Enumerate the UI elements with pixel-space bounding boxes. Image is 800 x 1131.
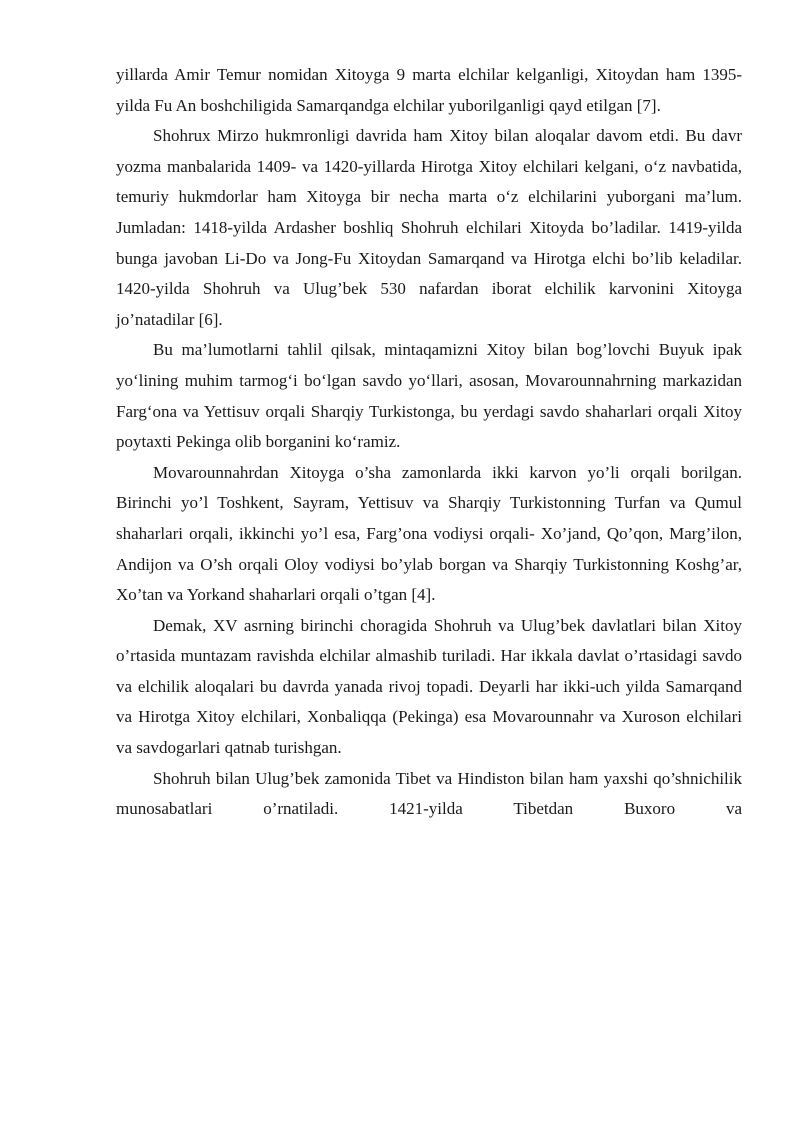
paragraph-shohrux-relations: Shohrux Mirzo hukmronligi davrida ham Xitoy bilan aloqalar davom etdi. Bu davr yozma manbalarida 1409- va 1420-yillarda Hirotga Xitoy elchilari kelgani, oʻz navbatida, temuriy hukmdorlar ham Xitoyga bir necha marta oʻz elchilarini yuborgani ma’lum. Jumladan: 1418-yilda Ardasher boshliq Shohruh elchilari Xitoyda bo’ladilar. 1419-yilda bunga javoban Li-Do va Jong-Fu Xitoydan Samarqand va Hirotga elchi bo’lib keladilar. 1420-yilda Shohruh va Ulug’bek 530 nafardan iborat elchilik karvonini Xitoyga jo’natadilar [6]. [116,126,742,329]
paragraph-tibet-india-relations: Shohruh bilan Ulug’bek zamonida Tibet va Hindiston bilan ham yaxshi qo’shnichilik munosabatlari o’rnatiladi. 1421-yilda Tibetdan Buxoro va [116,768,742,819]
paragraph-silk-road-routes: Bu ma’lumotlarni tahlil qilsak, mintaqamizni Xitoy bilan bog’lovchi Buyuk ipak yoʻlining muhim tarmogʻi boʻlgan savdo yoʻllari, asosan, Movarounnahrning markazidan Fargʻona va Yettisuv orqali Sharqiy Turkistonga, bu yerdagi savdo shaharlari orqali Xitoy poytaxti Pekinga olib borganini koʻramiz. [116,340,742,452]
document-page [116,60,742,825]
paragraph-caravan-routes: Movarounnahrdan Xitoyga o’sha zamonlarda ikki karvon yo’li orqali borilgan. Birinchi yo’l Toshkent, Sayram, Yettisuv va Sharqiy Turkistonning Turfan va Qumul shaharlari orqali, ikkinchi yo’l esa, Farg’ona vodiysi orqali- Xo’jand, Qo’qon, Marg’ilon, Andijon va O’sh orqali Oloy vodiysi bo’ylab borgan va Sharqiy Turkistonning Koshg’ar, Xo’tan va Yorkand shaharlari orqali o’tgan [4]. [116,462,742,605]
paragraph-amir-temur-embassies: yillarda Amir Temur nomidan Xitoyga 9 marta elchilar kelganligi, Xitoydan ham 1395-yilda Fu An boshchiligida Samarqandga elchilar yuborilganligi qayd etilgan [7]. [116,65,742,115]
paragraph-xv-century-exchange: Demak, XV asrning birinchi choragida Shohruh va Ulug’bek davlatlari bilan Xitoy o’rtasida muntazam ravishda elchilar almashib turiladi. Har ikkala davlat o’rtasidagi savdo va elchilik aloqalari bu davrda yanada rivoj topadi. Deyarli har ikki-uch yilda Samarqand va Hirotga Xitoy elchilari, Xonbaliqqa (Pekinga) esa Movarounnahr va Xuroson elchilari va savdogarlari qatnab turishgan. [116,615,742,758]
